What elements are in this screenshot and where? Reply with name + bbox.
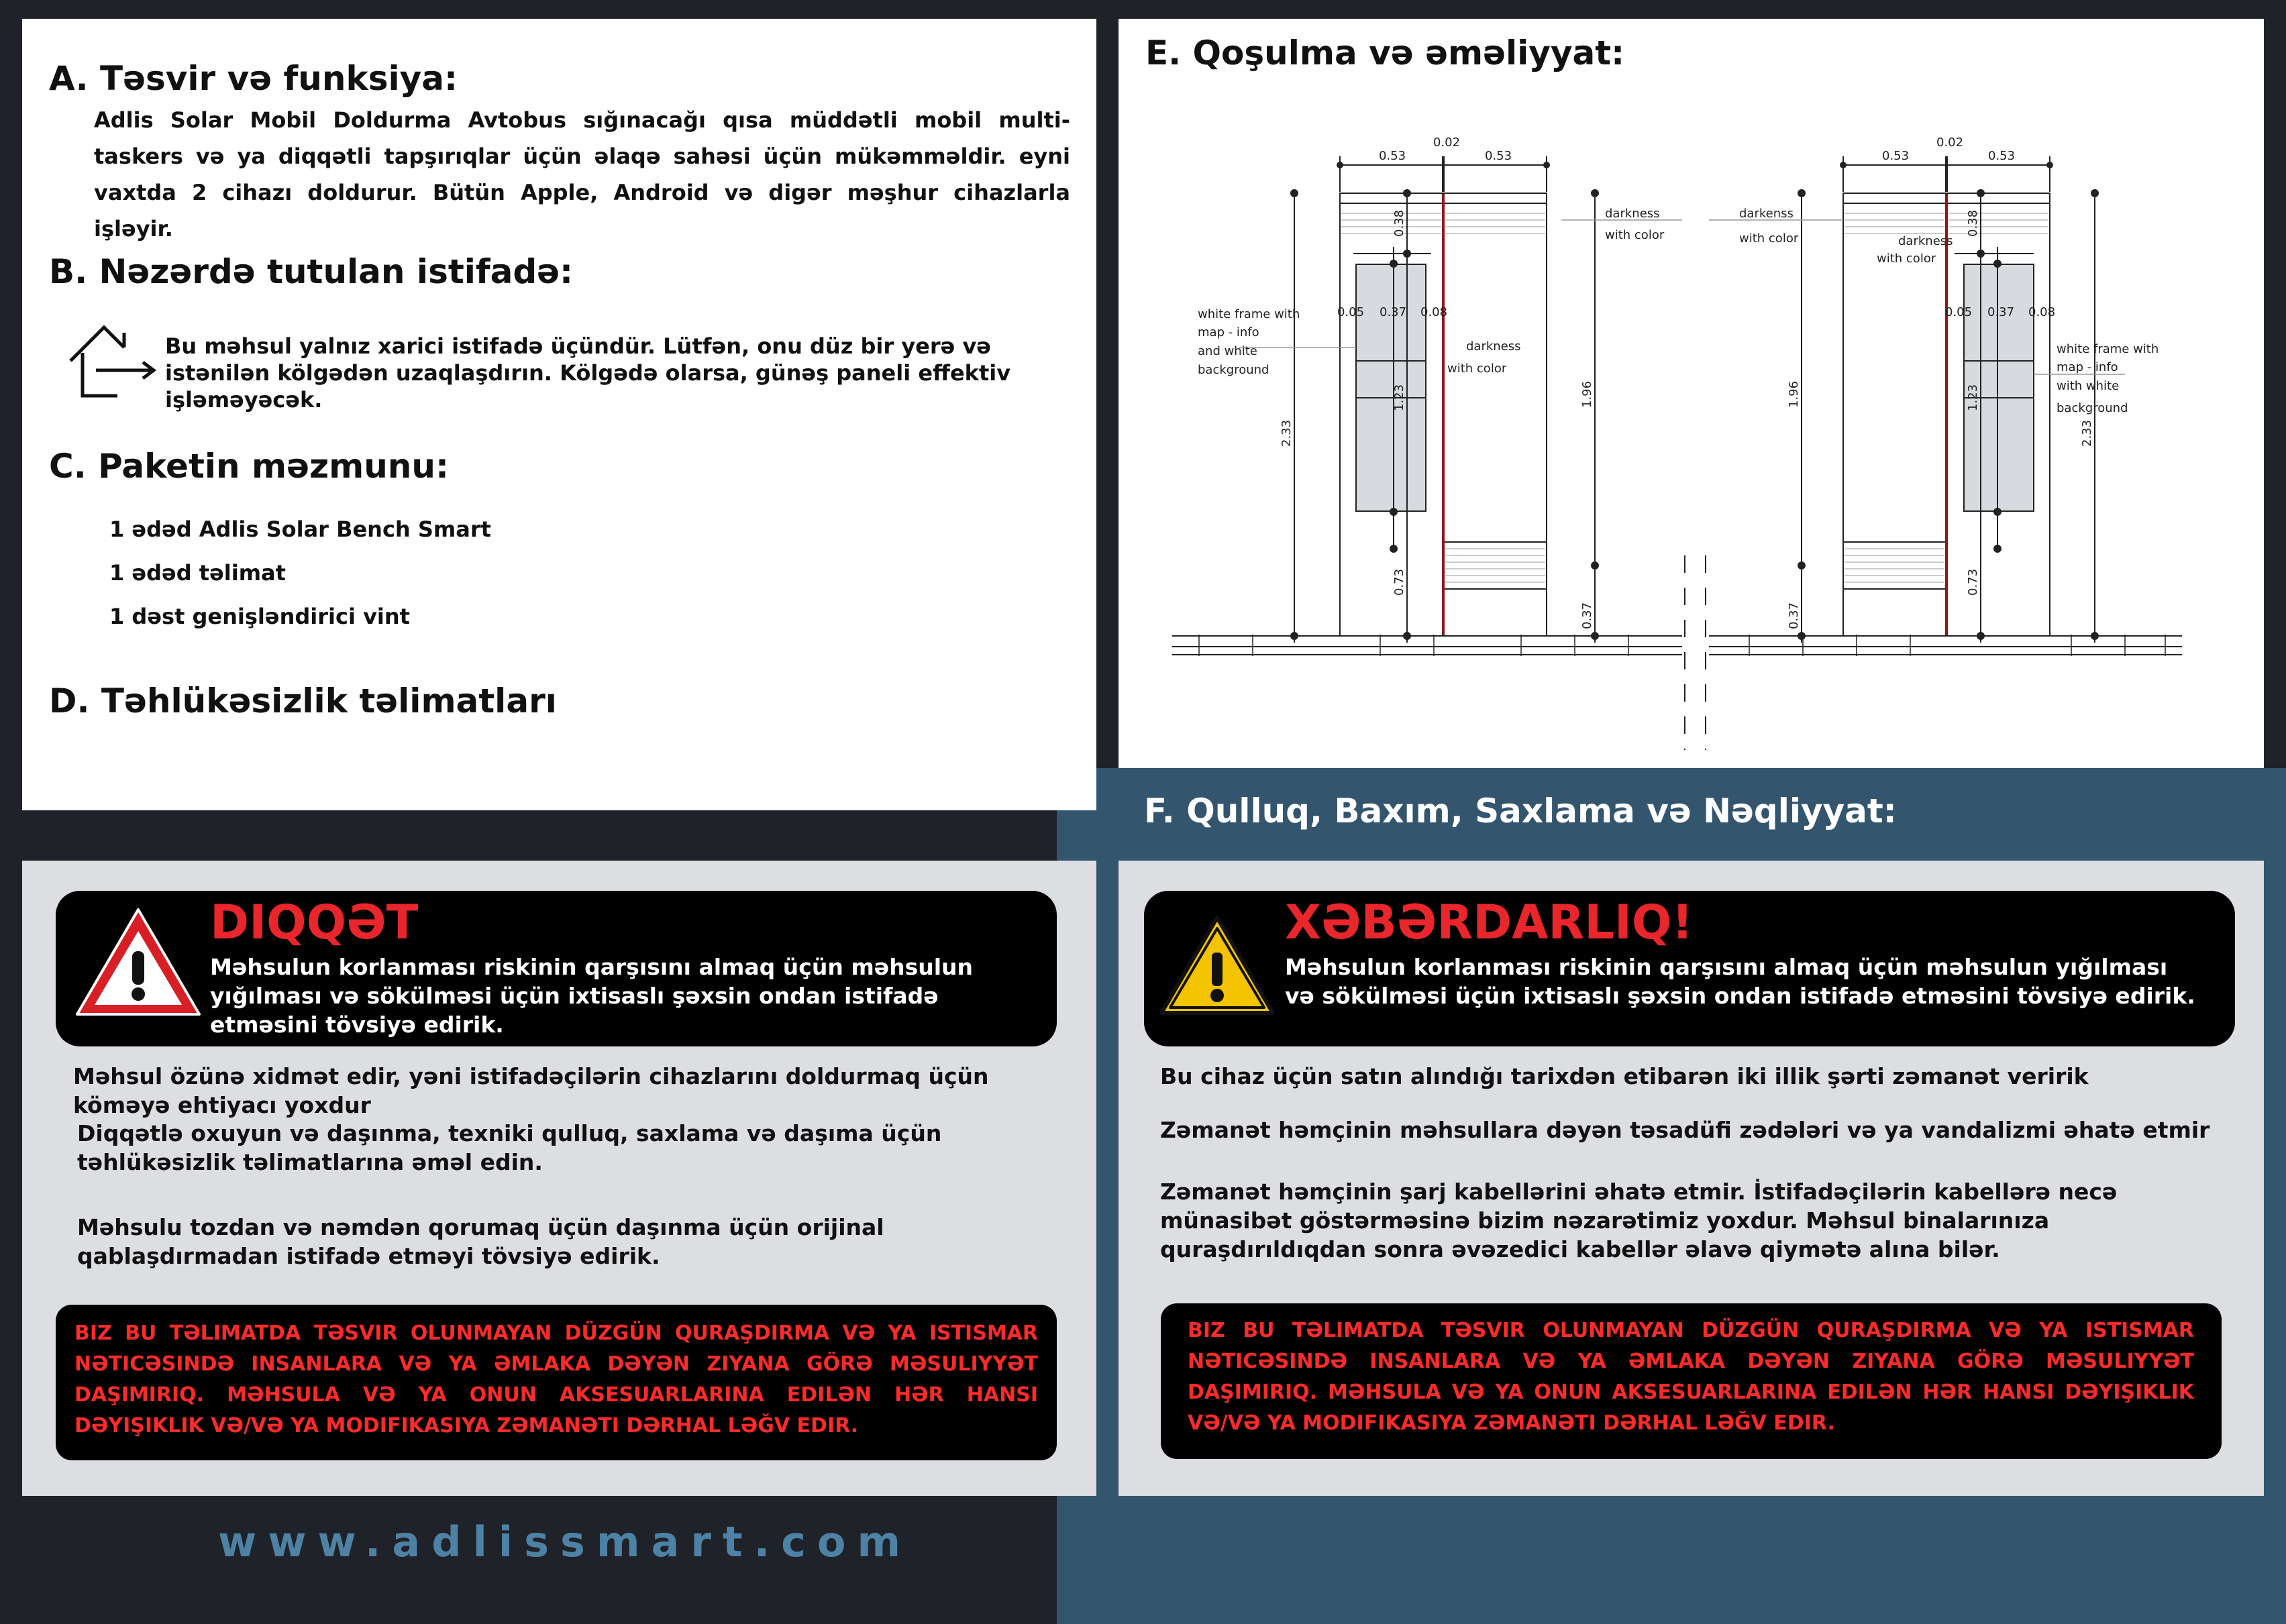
warning-text: Məhsulun korlanması riskinin qarşısını almaq üçün məhsulun yığılması və sökülməsi üçün ixtisaslı şəxsin ondan istifadə etməsini tövsiyə edirik. [1285, 954, 2195, 1009]
website-url[interactable]: www.adlissmart.com [218, 1517, 913, 1566]
dim-label: 1.96 [1787, 380, 1801, 408]
warning-box [56, 891, 1057, 1046]
section-b-text: Bu məhsul yalnız xarici istifadə üçündür. Lütfən, onu düz bir yerə və istənilən kölgədən uzaqlaşdırın. Kölgədə olarsa, günəş paneli effektiv işləməyəcək. [165, 333, 1011, 413]
warning-panel-left [22, 861, 1096, 1496]
dim-label: 0.53 [1485, 149, 1512, 163]
dim-label: 0.53 [1882, 149, 1910, 163]
drawing-label: map - info [2057, 360, 2118, 374]
warning-box [1144, 891, 2235, 1046]
warning-triangle-red-icon [74, 906, 202, 1018]
care-paragraph: Məhsul özünə xidmət edir, yəni istifadəçilərin cihazlarını doldurmaq üçün köməyə ehtiyacı yoxdur [73, 1063, 989, 1118]
warranty-paragraph: Zəmanət həmçinin məhsullara dəyən təsadüfi zədələri və ya vandalizmi əhatə etmir [1160, 1117, 2210, 1143]
drawing-label: map - info [1198, 325, 1259, 339]
section-a-heading: A. Təsvir və funksiya: [49, 59, 458, 98]
dim-label: 2.33 [1280, 419, 1294, 447]
section-a-text: Adlis Solar Mobil Doldurma Avtobus sığınacağı qısa müddətli mobil multi-taskers və ya diqqətli tapşırıqlar üçün əlaqə sahəsi üçün mükəmməldir. eyni vaxtda 2 cihazı doldurur. Bütün Apple, Android və digər məşhur cihazlarla işləyir. [94, 107, 1070, 241]
drawing-label: with white [2057, 379, 2120, 393]
drawing-label: with color [1605, 228, 1665, 242]
section-f-heading: F. Qulluq, Baxım, Saxlama və Nəqliyyat: [1144, 792, 1897, 830]
drawing-label: darkness [1605, 207, 1660, 221]
care-paragraph: Məhsulu tozdan və nəmdən qorumaq üçün daşınma üçün orijinal qablaşdırmadan istifadə etməyi tövsiyə edirik. [77, 1214, 884, 1269]
drawing-label: white frame with [2057, 342, 2159, 356]
drawing-label: white frame with [1198, 307, 1300, 321]
dim-label: 1.23 [1392, 384, 1406, 411]
dim-label: 0.53 [1379, 149, 1406, 163]
dim-label: 0.37 [1987, 305, 2015, 319]
dim-label: 0.37 [1787, 602, 1801, 629]
dim-label: 0.02 [1936, 136, 1964, 150]
disclaimer-text: BIZ BU TƏLIMATDA TƏSVIR OLUNMAYAN DÜZGÜN QURAŞDIRMA VƏ YA ISTISMAR NƏTICƏSINDƏ INSANLARA VƏ YA ƏMLAKA DƏYƏN ZIYANA GÖRƏ MƏSULIYYƏT DAŞIMIRIQ. MƏHSULA VƏ YA ONUN AKSESUARLARINA EDILƏN HƏR HANSI DƏYIŞIKLIK VƏ/VƏ YA MODIFIKASIYA ZƏMANƏTI DƏRHAL LƏĞV EDIR. [74, 1321, 1038, 1438]
dim-label: 0.05 [1337, 305, 1365, 319]
disclaimer-box [56, 1305, 1057, 1460]
disclaimer-text: BIZ BU TƏLIMATDA TƏSVIR OLUNMAYAN DÜZGÜN QURAŞDIRMA VƏ YA ISTISMAR NƏTICƏSINDƏ INSANLARA VƏ YA ƏMLAKA DƏYƏN ZIYANA GÖRƏ MƏSULIYYƏT DAŞIMIRIQ. MƏHSULA VƏ YA ONUN AKSESUARLARINA EDILƏN HƏR HANSI DƏYIŞIKLIK VƏ/VƏ YA MODIFIKASIYA ZƏMANƏTI DƏRHAL LƏĞV EDIR. [1188, 1319, 2194, 1435]
drawing-label: with color [1447, 362, 1507, 376]
dim-label: 1.96 [1580, 380, 1594, 408]
dim-label: 0.37 [1380, 305, 1407, 319]
dim-label: 0.08 [2028, 305, 2056, 319]
warning-text: Məhsulun korlanması riskinin qarşısını almaq üçün məhsulun yığılması və sökülməsi üçün ixtisaslı şəxsin ondan istifadə etməsini tövsiyə edirik. [210, 954, 974, 1038]
drawing-label: background [2057, 401, 2128, 415]
warning-title: XƏBƏRDARLIQ! [1285, 895, 1694, 950]
dim-label: 0.53 [1988, 149, 2016, 163]
dim-label: 0.73 [1392, 568, 1406, 596]
warranty-paragraph: Bu cihaz üçün satın alındığı tarixdən etibarən iki illik şərti zəmanət veririk [1160, 1063, 2089, 1089]
dim-label: 0.73 [1966, 568, 1980, 596]
drawing-label: darkenss [1739, 207, 1794, 221]
drawing-label: darkness [1898, 234, 1953, 248]
package-item: 1 dəst genişləndirici vint [109, 604, 410, 629]
dim-label: 0.37 [1580, 602, 1594, 629]
drawing-label: background [1198, 363, 1269, 377]
dim-label: 1.23 [1966, 384, 1980, 411]
info-panel [22, 19, 1096, 810]
drawing-label: with color [1739, 231, 1799, 246]
installation-drawing [1119, 19, 2264, 768]
warning-title: DIQQƏT [210, 895, 419, 950]
house-outdoor-icon [64, 321, 158, 401]
dim-label: 0.02 [1433, 136, 1461, 150]
drawing-label: darkness [1466, 339, 1521, 354]
dim-label: 0.38 [1966, 209, 1980, 237]
dim-label: 0.08 [1420, 305, 1448, 319]
drawing-label: with color [1877, 252, 1936, 266]
package-item: 1 ədəd Adlis Solar Bench Smart [109, 517, 491, 542]
drawing-label: and white [1198, 344, 1257, 358]
section-c-heading: C. Paketin məzmunu: [49, 447, 449, 486]
dim-label: 0.38 [1392, 209, 1406, 237]
section-e-heading: E. Qoşulma və əməliyyat: [1145, 34, 1625, 72]
warranty-paragraph: Zəmanət həmçinin şarj kabellərini əhatə etmir. İstifadəçilərin kabellərə necə münasibət göstərməsinə bizim nəzarətimiz yoxdur. Məhsul binalarınıza quraşdırıldıqdan sonra əvəzedici kabellər əlavə qiymətə alına bilər. [1160, 1179, 2118, 1262]
dim-label: 2.33 [2080, 419, 2094, 447]
warning-triangle-yellow-icon [1159, 914, 1276, 1018]
dim-label: 0.05 [1945, 305, 1973, 319]
drawing-panel [1119, 19, 2264, 768]
package-item: 1 ədəd təlimat [109, 560, 286, 586]
section-b-heading: B. Nəzərdə tutulan istifadə: [49, 252, 574, 291]
care-paragraph: Diqqətlə oxuyun və daşınma, texniki qulluq, saxlama və daşıma üçün təhlükəsizlik təlimatlarına əməl edin. [77, 1120, 942, 1175]
disclaimer-box [1161, 1303, 2222, 1459]
warning-panel-right [1119, 861, 2264, 1496]
section-d-heading: D. Təhlükəsizlik təlimatları [49, 682, 557, 720]
